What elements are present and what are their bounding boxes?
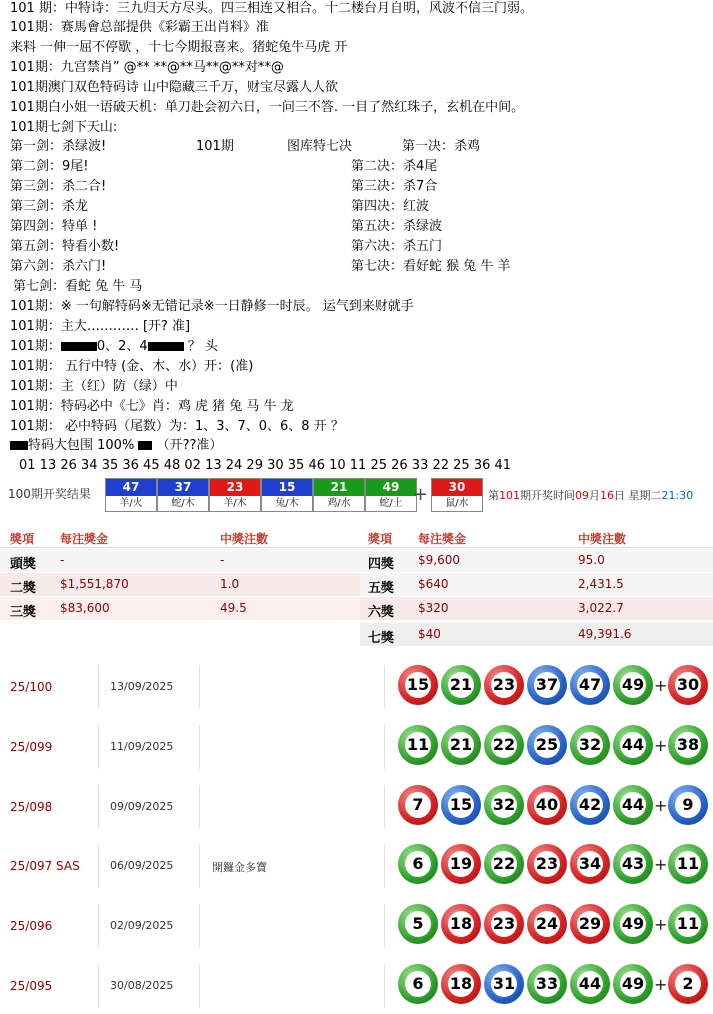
prize-amount: $640 [418, 577, 449, 591]
sword-line: 第七剑：看蛇 兔 牛 马 [13, 279, 143, 294]
ball-number: 15 [448, 792, 474, 818]
ball-zodiac: 蛇/木 [171, 498, 195, 509]
ball-number: 29 [577, 911, 603, 937]
ball-number: 49 [620, 672, 646, 698]
lottery-ball [484, 904, 524, 944]
ball-number: 21 [448, 732, 474, 758]
prize-amount: - [60, 553, 65, 567]
ball-number: 49 [366, 479, 416, 496]
prize-amount: $9,600 [418, 553, 460, 567]
special-ball [668, 904, 708, 944]
bar-glyph [148, 342, 184, 351]
ball-zodiac: 羊/木 [223, 498, 247, 509]
ball-number: 5 [405, 911, 431, 937]
prize-count: 3,022.7 [578, 601, 624, 615]
prize-row [0, 623, 713, 646]
ball-number: 11 [405, 732, 431, 758]
draw-clock: 21:30 [661, 489, 694, 502]
forecast-suffix: ？ 头 [187, 339, 218, 354]
ball-zodiac: 兔/木 [275, 498, 299, 509]
ball-number: 23 [491, 672, 517, 698]
result-ball [105, 478, 157, 512]
sword-line: 第二剑：9尾! [10, 159, 89, 174]
period-label: 101期 [196, 139, 234, 154]
draw-date: 02/09/2025 [110, 919, 174, 932]
ball-zodiac: 鼠/水 [445, 498, 469, 509]
column-divider [98, 964, 99, 1008]
ball-zodiac: 羊/火 [119, 498, 143, 509]
lottery-ball [527, 964, 567, 1004]
ball-number: 37 [158, 479, 208, 496]
key-line: 第七决：看好蛇 猴 兔 牛 羊 [351, 259, 511, 274]
result-strip [0, 478, 713, 514]
ball-number: 47 [577, 672, 603, 698]
special-ball [668, 964, 708, 1004]
lottery-ball [613, 785, 653, 825]
forecast-line: 101期：※ 一句解特码※无错记录※一日静修一时辰。 运气到来财就手 [10, 299, 414, 314]
history-row [0, 898, 713, 958]
ball-number: 25 [534, 732, 560, 758]
ball-number: 22 [491, 851, 517, 877]
history-row [0, 719, 713, 779]
lottery-ball [570, 844, 610, 884]
lottery-ball [441, 904, 481, 944]
draw-date: 06/09/2025 [110, 859, 174, 872]
forecast-line: 101期白小姐一语破天机：单刀赴会初六日，一问三不答. 一目了然红珠子，玄机在中间。 [10, 100, 525, 115]
draw-date: 09/09/2025 [110, 800, 174, 813]
ball-number: 31 [491, 971, 517, 997]
draw-day: 16 [600, 489, 614, 502]
prize-count: 49,391.6 [578, 627, 632, 641]
special-ball [668, 665, 708, 705]
prize-amount: $320 [418, 601, 449, 615]
draw-weekday: 二 [650, 489, 662, 502]
lottery-ball [527, 785, 567, 825]
lottery-ball [527, 665, 567, 705]
lottery-ball [570, 665, 610, 705]
column-header: 中獎注數 [578, 532, 627, 546]
prize-amount: $1,551,870 [60, 577, 129, 591]
result-ball [313, 478, 365, 512]
lottery-ball [613, 725, 653, 765]
forecast-line [10, 338, 218, 356]
sword-line: 第三剑：杀二合! [10, 179, 107, 194]
ball-number: 30 [675, 672, 701, 698]
column-divider [384, 725, 385, 769]
lottery-ball [441, 785, 481, 825]
prize-count: 2,431.5 [578, 577, 624, 591]
bar-glyph [138, 441, 152, 450]
lottery-ball [441, 665, 481, 705]
lottery-ball [484, 844, 524, 884]
ball-number: 6 [405, 971, 431, 997]
prize-row [0, 573, 713, 596]
next-draw-time [488, 487, 693, 503]
lottery-ball [441, 844, 481, 884]
column-divider [199, 665, 200, 709]
prize-amount: $83,600 [60, 601, 110, 615]
sword-line: 第四剑：特单 ! [10, 219, 98, 234]
column-divider [384, 844, 385, 888]
ball-number: 11 [675, 851, 701, 877]
ball-number: 44 [620, 792, 646, 818]
lottery-ball [613, 844, 653, 884]
plus-sign: + [654, 975, 668, 994]
column-divider [384, 904, 385, 948]
key-line: 第五决：杀绿波 [351, 219, 443, 234]
forecast-line: 101期：主大………… [开? 准] [10, 319, 191, 334]
result-title: 100期开奖结果 [8, 487, 91, 501]
forecast-text: （开??准） [156, 438, 223, 453]
row-shade [360, 623, 713, 646]
forecast-line: 101期： 必中特码（尾数）为：1、3、7、0、6、8 开 ？ [10, 419, 344, 434]
lottery-ball [613, 964, 653, 1004]
ball-number: 6 [405, 851, 431, 877]
forecast-line [10, 437, 222, 455]
bar-glyph [61, 342, 97, 351]
draw-id: 25/096 [10, 919, 53, 933]
ball-number: 43 [620, 851, 646, 877]
column-header: 每注獎金 [418, 532, 467, 546]
ball-number: 33 [534, 971, 560, 997]
plus-sign: + [654, 915, 668, 934]
column-divider [199, 785, 200, 829]
column-divider [199, 904, 200, 948]
ball-number: 34 [577, 851, 603, 877]
plus-sign: + [654, 736, 668, 755]
key-line: 第四决：红波 [351, 199, 430, 214]
column-divider [98, 785, 99, 829]
forecast-line: 101期七剑下天山: [10, 120, 118, 135]
lottery-ball [398, 725, 438, 765]
special-ball [431, 478, 483, 512]
draw-id: 25/100 [10, 680, 53, 694]
prize-name: 三獎 [10, 605, 37, 620]
row-shade [360, 549, 713, 572]
sword-line: 第五剑：特看小数! [10, 239, 120, 254]
column-divider [199, 964, 200, 1008]
ball-number: 32 [491, 792, 517, 818]
prize-table [0, 526, 713, 646]
ball-number: 42 [577, 792, 603, 818]
draw-text: 月 [589, 489, 600, 502]
row-shade [0, 597, 360, 620]
lottery-ball [441, 725, 481, 765]
ball-number: 44 [577, 971, 603, 997]
forecast-text-block [0, 0, 713, 480]
forecast-line: 101 期：中特诗：三九归天方尽头。四三相连又相合。十二楼台月自明，风波不信三门弱。 [10, 1, 533, 16]
ball-number: 49 [620, 971, 646, 997]
forecast-line: 101期：特码必中《七》肖：鸡 虎 猪 兔 马 牛 龙 [10, 399, 294, 414]
forecast-line: 101期：赛馬會总部提供《彩霸王出肖料》准 [10, 20, 269, 35]
prize-amount: $40 [418, 627, 441, 641]
lottery-ball [398, 904, 438, 944]
draw-text: 第 [488, 489, 499, 502]
plus-sign: + [413, 484, 429, 505]
special-ball [668, 844, 708, 884]
lottery-ball [484, 785, 524, 825]
column-divider [98, 725, 99, 769]
draw-id: 25/099 [10, 740, 53, 754]
row-shade [360, 573, 713, 596]
key-line: 第一决：杀鸡 [402, 139, 481, 154]
column-divider [199, 725, 200, 769]
history-row [0, 838, 713, 898]
column-divider [384, 785, 385, 829]
lottery-ball [613, 665, 653, 705]
draw-date: 13/09/2025 [110, 680, 174, 693]
ball-number: 15 [262, 479, 312, 496]
ball-number: 44 [620, 732, 646, 758]
draw-note: 開鑼金多寶 [212, 861, 267, 874]
prize-name: 六獎 [368, 605, 395, 620]
lottery-ball [441, 964, 481, 1004]
lottery-ball [527, 725, 567, 765]
result-ball [365, 478, 417, 512]
ball-number: 11 [675, 911, 701, 937]
column-divider [98, 844, 99, 888]
prize-header-row [0, 526, 713, 548]
draw-id: 25/097 SAS [10, 859, 80, 873]
ball-number: 32 [577, 732, 603, 758]
column-divider [98, 904, 99, 948]
draw-period: 101 [499, 489, 520, 502]
forecast-line: 101期：主（红）防（绿）中 [10, 379, 178, 394]
draw-month: 09 [575, 489, 589, 502]
ball-zodiac: 鸡/水 [327, 498, 351, 509]
ball-number: 21 [448, 672, 474, 698]
draw-text: 期开奖时间 [520, 489, 575, 502]
draw-text: 日 星期 [614, 489, 651, 502]
prize-name: 四獎 [368, 557, 395, 572]
ball-number: 18 [448, 911, 474, 937]
plus-sign: + [654, 676, 668, 695]
column-divider [384, 964, 385, 1008]
column-divider [199, 844, 200, 888]
ball-number: 7 [405, 792, 431, 818]
ball-number: 15 [405, 672, 431, 698]
history-row [0, 779, 713, 839]
prize-name: 二獎 [10, 581, 37, 596]
prize-row [0, 597, 713, 620]
lottery-ball [484, 964, 524, 1004]
forecast-text: 特码大包围 100% [28, 438, 135, 453]
ball-number: 23 [210, 479, 260, 496]
result-ball [261, 478, 313, 512]
ball-zodiac: 蛇/土 [379, 498, 403, 509]
forecast-line: 101期澳门双色特码诗 山中隐藏三千万，财宝尽露人人欲 [10, 80, 338, 95]
history-row [0, 958, 713, 1014]
ball-number: 23 [491, 911, 517, 937]
history-row [0, 659, 713, 719]
plus-sign: + [654, 796, 668, 815]
prize-count: - [220, 553, 225, 567]
lottery-ball [398, 665, 438, 705]
lottery-ball [398, 844, 438, 884]
draw-id: 25/095 [10, 979, 53, 993]
prize-name: 頭獎 [10, 557, 37, 572]
forecast-digits: 0、2、4 [96, 339, 148, 354]
row-shade [0, 549, 360, 572]
result-ball [209, 478, 261, 512]
column-header: 中獎注數 [220, 532, 269, 546]
prize-name: 五獎 [368, 581, 395, 596]
lottery-ball [484, 665, 524, 705]
lottery-ball [398, 964, 438, 1004]
column-divider [384, 665, 385, 709]
column-header: 每注獎金 [60, 532, 109, 546]
special-ball [668, 725, 708, 765]
key-line: 第六决：杀五门 [351, 239, 443, 254]
lottery-ball [570, 964, 610, 1004]
lottery-ball [570, 904, 610, 944]
sword-line: 第一剑：杀绿波! [10, 139, 107, 154]
forecast-line: 101期：九宫禁肖” @** **@**马**@**对**@ [10, 60, 284, 75]
lottery-ball [484, 725, 524, 765]
column-header: 獎項 [368, 532, 393, 546]
ball-number: 21 [314, 479, 364, 496]
ball-number: 37 [534, 672, 560, 698]
lottery-ball [527, 904, 567, 944]
lottery-ball [613, 904, 653, 944]
draw-date: 11/09/2025 [110, 740, 174, 753]
ball-number: 24 [534, 911, 560, 937]
ball-number: 18 [448, 971, 474, 997]
lottery-ball [570, 725, 610, 765]
result-ball [157, 478, 209, 512]
forecast-line: 来料 一伸一屈不停歇 ，十七今期报喜来。猪蛇兔牛马虎 开 [10, 40, 348, 55]
special-ball [668, 785, 708, 825]
history-table [0, 659, 713, 1014]
draw-date: 30/08/2025 [110, 979, 174, 992]
row-shade [360, 597, 713, 620]
lottery-ball [398, 785, 438, 825]
ball-number: 2 [675, 971, 701, 997]
chart-label: 图库特七决 [287, 139, 353, 154]
column-header: 獎項 [10, 532, 35, 546]
forecast-line: 101期： 五行中特 (金、木、水）开：(准) [10, 359, 254, 374]
bar-glyph [10, 441, 28, 450]
prize-count: 1.0 [220, 577, 240, 591]
ball-number: 47 [106, 479, 156, 496]
column-divider [98, 665, 99, 709]
number-list: 01 13 26 34 35 36 45 48 02 13 24 29 30 35 46 10 11 25 26 33 22 25 36 41 [19, 458, 512, 473]
ball-number: 30 [432, 479, 482, 496]
ball-number: 49 [620, 911, 646, 937]
ball-number: 19 [448, 851, 474, 877]
prize-count: 49.5 [220, 601, 247, 615]
lottery-ball [527, 844, 567, 884]
sword-line: 第三剑：杀龙 [10, 199, 89, 214]
prize-name: 七獎 [368, 631, 395, 646]
ball-number: 23 [534, 851, 560, 877]
forecast-prefix: 101期： [10, 339, 61, 354]
key-line: 第三决：杀7合 [351, 179, 438, 194]
ball-number: 22 [491, 732, 517, 758]
plus-sign: + [654, 855, 668, 874]
prize-row [0, 549, 713, 572]
ball-number: 40 [534, 792, 560, 818]
ball-number: 38 [675, 732, 701, 758]
row-shade [0, 573, 360, 596]
ball-number: 9 [675, 792, 701, 818]
draw-id: 25/098 [10, 800, 53, 814]
key-line: 第二决：杀4尾 [351, 159, 438, 174]
prize-count: 95.0 [578, 553, 605, 567]
lottery-ball [570, 785, 610, 825]
sword-line: 第六剑：杀六门! [10, 259, 107, 274]
